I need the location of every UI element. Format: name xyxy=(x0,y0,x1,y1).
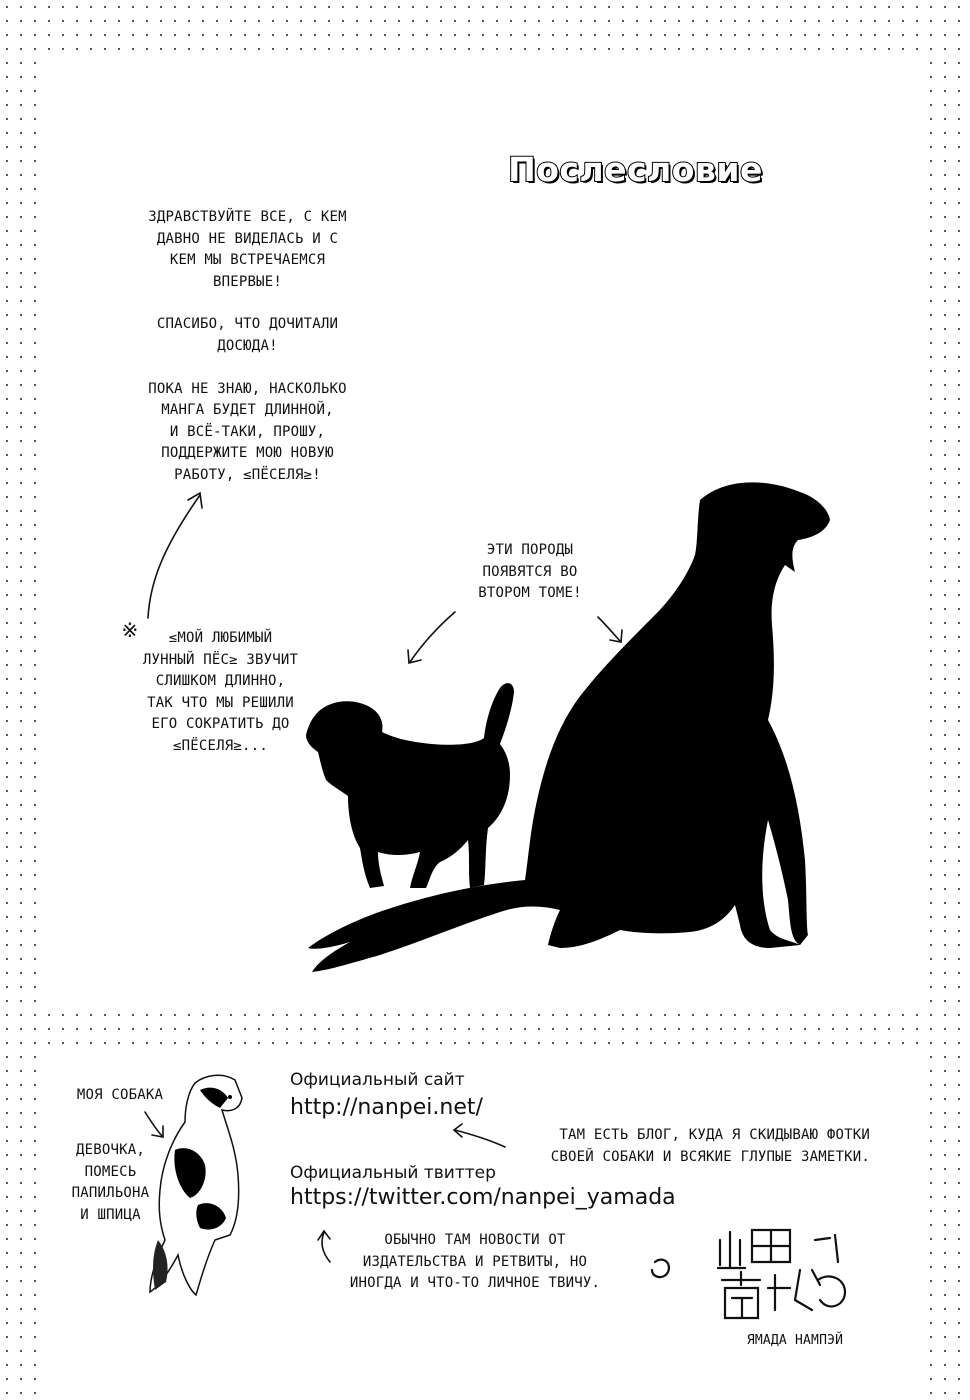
site-note: ТАМ ЕСТЬ БЛОГ, КУДА Я СКИДЫВАЮ ФОТКИ СВОЕЙ СОБАКИ И ВСЯКИЕ ГЛУПЫЕ ЗАМЕТКИ. xyxy=(550,1127,870,1165)
small-dog-silhouette xyxy=(306,683,514,888)
site-url[interactable]: http://nanpei.net/ xyxy=(290,1095,483,1120)
signature-glyphs xyxy=(652,1230,845,1318)
twitter-label: Официальный твиттер xyxy=(290,1163,496,1183)
large-dog-silhouette xyxy=(308,482,830,972)
arrow-up-icon xyxy=(148,495,200,618)
site-label: Официальный сайт xyxy=(290,1070,465,1090)
signature-name: ЯМАДА НАМПЭЙ xyxy=(746,1333,844,1348)
arrow-right-down-icon xyxy=(598,617,620,641)
twitter-url[interactable]: https://twitter.com/nanpei_yamada xyxy=(290,1185,676,1210)
greeting-text: ЗДРАВСТВУЙТЕ ВСЕ, С КЕМ ДАВНО НЕ ВИДЕЛАСЬ И С КЕМ МЫ ВСТРЕЧАЕМСЯ ВПЕРВЫЕ! СПАСИБО, ЧТО ДОЧИТАЛИ ДОСЮДА! ПОКА НЕ ЗНАЮ, НАСКОЛЬКО МАНГА БУДЕТ ДЛИННОЙ, И ВСЁ-ТАКИ, ПРОШУ, ПОДДЕРЖИТЕ МОЮ НОВУЮ РАБОТУ, ≤ПЁСЕЛЯ≥! xyxy=(148,209,347,483)
my-dog-description: ДЕВОЧКА, ПОМЕСЬ ПАПИЛЬОНА И ШПИЦА xyxy=(71,1142,150,1223)
arrow-site-icon xyxy=(455,1130,505,1147)
footnote-text: ≤МОЙ ЛЮБИМЫЙ ЛУННЫЙ ПЁС≥ ЗВУЧИТ СЛИШКОМ ДЛИННО, ТАК ЧТО МЫ РЕШИЛИ ЕГО СОКРАТИТЬ ДО ≤ПЁСЕЛЯ≥... xyxy=(142,630,299,754)
footnote-mark: ※ xyxy=(121,618,139,642)
my-dog-illustration xyxy=(150,1075,242,1295)
arrow-left-down-icon xyxy=(410,612,455,662)
page-title: Послесловие xyxy=(508,150,763,189)
my-dog-label: МОЯ СОБАКА xyxy=(76,1087,164,1103)
breeds-note: ЭТИ ПОРОДЫ ПОЯВЯТСЯ ВО ВТОРОМ ТОМЕ! xyxy=(478,542,582,602)
arrow-dog-icon xyxy=(145,1112,162,1136)
twitter-note: ОБЫЧНО ТАМ НОВОСТИ ОТ ИЗДАТЕЛЬСТВА И РЕТВИТЫ, НО ИНОГДА И ЧТО-ТО ЛИЧНОЕ ТВИЧУ. xyxy=(349,1232,601,1292)
